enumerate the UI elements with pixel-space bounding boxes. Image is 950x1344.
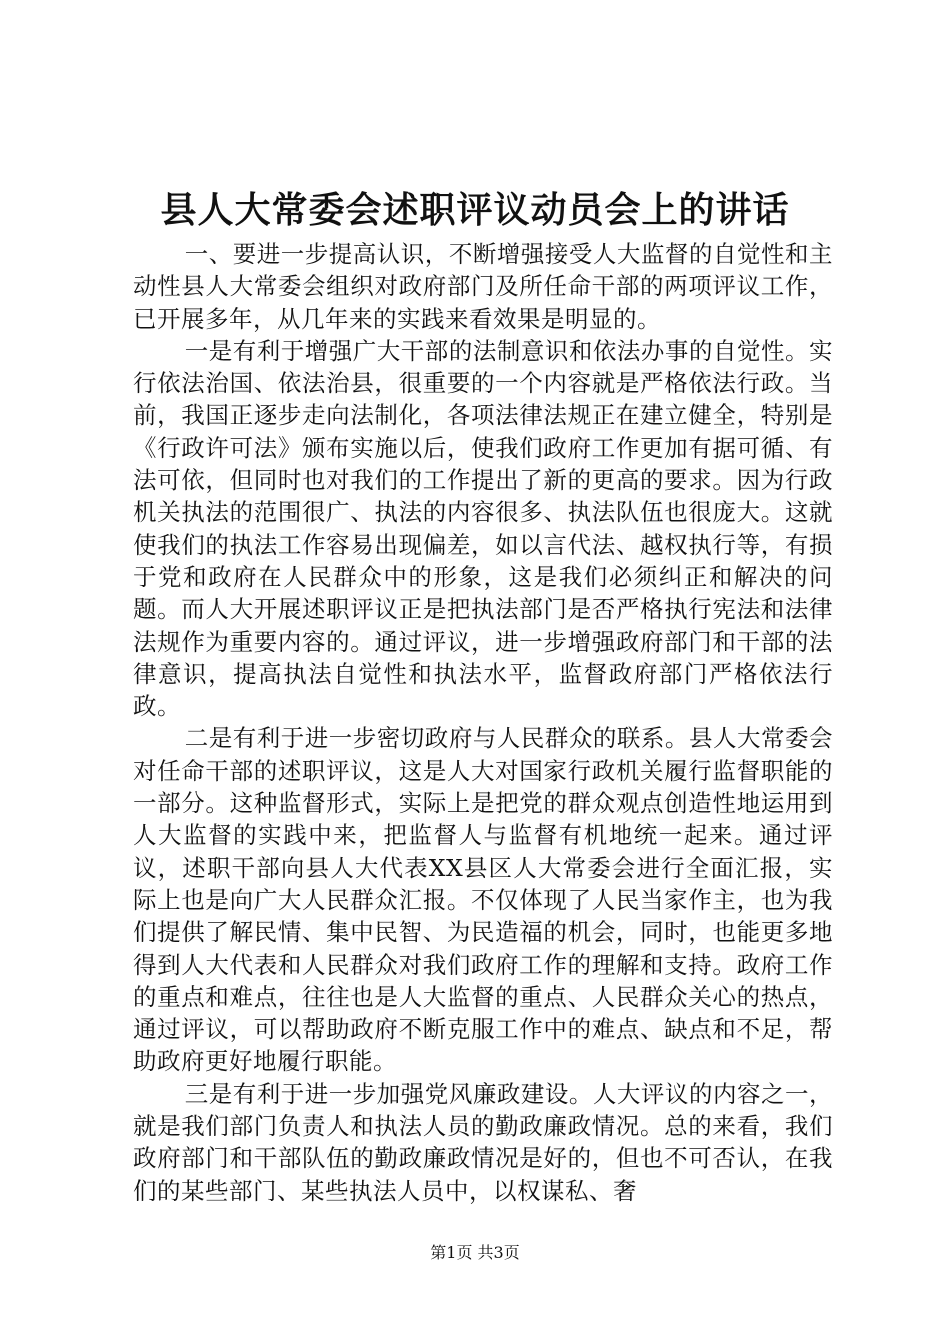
paragraph-1: 一、要进一步提高认识，不断增强接受人大监督的自觉性和主动性县人大常委会组织对政府部门及所任命干部的两项评议工作，已开展多年，从几年来的实践来看效果是明显的。	[133, 240, 833, 333]
paragraph-3: 二是有利于进一步密切政府与人民群众的联系。县人大常委会对任命干部的述职评议，这是人大对国家行政机关履行监督职能的一部分。这种监督形式，实际上是把党的群众观点创造性地运用到人大监督的实践中来，把监督人与监督有机地统一起来。通过评议，述职干部向县人大代表XX县区人大常委会进行全面汇报，实际上也是向广大人民群众汇报。不仅体现了人民当家作主，也为我们提供了解民情、集中民智、为民造福的机会，同时，也能更多地得到人大代表和人民群众对我们政府工作的理解和支持。政府工作的重点和难点，往往也是人大监督的重点、人民群众关心的热点，通过评议，可以帮助政府不断克服工作中的难点、缺点和不足，帮助政府更好地履行职能。	[133, 724, 833, 1076]
paragraph-4: 三是有利于进一步加强党风廉政建设。人大评议的内容之一，就是我们部门负责人和执法人员的勤政廉政情况。总的来看，我们政府部门和干部队伍的勤政廉政情况是好的，但也不可否认，在我们的某些部门、某些执法人员中，以权谋私、奢	[133, 1079, 833, 1205]
document-body	[133, 238, 833, 1207]
paragraph-2: 一是有利于增强广大干部的法制意识和依法办事的自觉性。实行依法治国、依法治县，很重要的一个内容就是严格依法行政。当前，我国正逐步走向法制化，各项法律法规正在建立健全，特别是《行政许可法》颁布实施以后，使我们政府工作更加有据可循、有法可依，但同时也对我们的工作提出了新的更高的要求。因为行政机关执法的范围很广、执法的内容很多、执法队伍也很庞大。这就使我们的执法工作容易出现偏差，如以言代法、越权执行等，有损于党和政府在人民群众中的形象，这是我们必须纠正和解决的问题。而人大开展述职评议正是把执法部门是否严格执行宪法和法律法规作为重要内容的。通过评议，进一步增强政府部门和干部的法律意识，提高执法自觉性和执法水平，监督政府部门严格依法行政。	[133, 336, 833, 721]
document-title: 县人大常委会述职评议动员会上的讲话	[160, 189, 790, 231]
page-footer: 第1页 共3页	[430, 1243, 520, 1262]
